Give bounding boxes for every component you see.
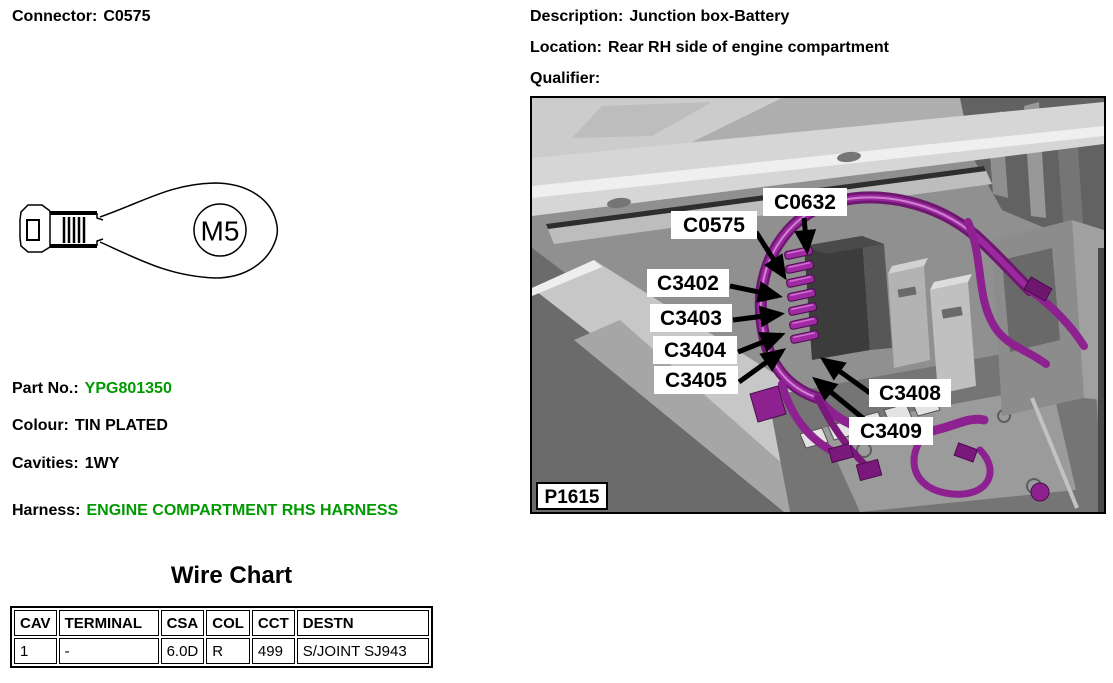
col-header-terminal: TERMINAL xyxy=(59,610,159,636)
wire-chart-title: Wire Chart xyxy=(170,562,293,589)
col-header-col: COL xyxy=(206,610,250,636)
junction-box xyxy=(804,236,892,360)
cell-cct: 499 xyxy=(252,638,295,664)
terminal-size-marking: M5 xyxy=(200,215,240,247)
location-illustration-svg xyxy=(532,98,1104,512)
callout-c3405 xyxy=(654,366,738,394)
harness-line xyxy=(12,502,398,520)
colour-value: TIN PLATED xyxy=(74,417,168,434)
location-illustration xyxy=(530,96,1106,514)
connector-value: C0575 xyxy=(103,8,151,25)
description-label: Description: xyxy=(530,8,624,25)
col-header-cct: CCT xyxy=(252,610,295,636)
connector-title xyxy=(12,8,150,26)
svg-text:C3408: C3408 xyxy=(879,382,941,405)
cell-col: R xyxy=(206,638,250,664)
cavities-line xyxy=(12,455,119,473)
callout-c3409 xyxy=(849,417,933,445)
connector-label: Connector: xyxy=(12,8,98,25)
cell-csa: 6.0D xyxy=(161,638,205,664)
cell-cav: 1 xyxy=(14,638,57,664)
description-value: Junction box-Battery xyxy=(629,8,790,25)
part-no-line xyxy=(12,380,172,398)
crimp-serrations xyxy=(64,217,84,243)
harness-label: Harness: xyxy=(12,502,81,519)
callout-c3403 xyxy=(650,304,732,332)
part-no-label: Part No.: xyxy=(12,380,79,397)
wire-chart-table xyxy=(10,606,433,668)
location-line xyxy=(530,39,889,57)
callout-c3402 xyxy=(647,269,729,297)
cell-terminal: - xyxy=(59,638,159,664)
qualifier-label: Qualifier: xyxy=(530,70,601,87)
svg-text:C0632: C0632 xyxy=(774,191,836,214)
location-value: Rear RH side of engine compartment xyxy=(608,39,889,56)
terminal-drawing xyxy=(18,172,280,284)
svg-text:C0575: C0575 xyxy=(683,214,745,237)
cavities-value: 1WY xyxy=(84,455,120,472)
svg-text:C3404: C3404 xyxy=(664,339,726,362)
col-header-csa: CSA xyxy=(161,610,205,636)
location-label: Location: xyxy=(530,39,602,56)
col-header-destn: DESTN xyxy=(297,610,429,636)
wire-chart-row xyxy=(14,638,429,664)
svg-text:P1615: P1615 xyxy=(544,487,600,508)
harness-value: ENGINE COMPARTMENT RHS HARNESS xyxy=(86,502,399,519)
qualifier-line xyxy=(530,70,606,88)
callout-c0575 xyxy=(671,211,757,239)
description-line xyxy=(530,8,789,26)
colour-label: Colour: xyxy=(12,417,69,434)
photo-reference-badge xyxy=(537,483,607,509)
cavities-label: Cavities: xyxy=(12,455,79,472)
callout-c0632 xyxy=(763,188,847,216)
col-header-cav: CAV xyxy=(14,610,57,636)
svg-text:C3405: C3405 xyxy=(665,369,727,392)
part-no-value: YPG801350 xyxy=(84,380,172,397)
callout-c3404 xyxy=(653,336,737,364)
svg-text:C3402: C3402 xyxy=(657,272,719,295)
svg-text:C3409: C3409 xyxy=(860,420,922,443)
wire-chart-header-row xyxy=(14,610,429,636)
callout-c3408 xyxy=(869,379,951,407)
cell-destn: S/JOINT SJ943 xyxy=(297,638,429,664)
svg-text:C3403: C3403 xyxy=(660,307,722,330)
terminal-drawing-svg xyxy=(18,172,280,284)
colour-line xyxy=(12,417,168,435)
